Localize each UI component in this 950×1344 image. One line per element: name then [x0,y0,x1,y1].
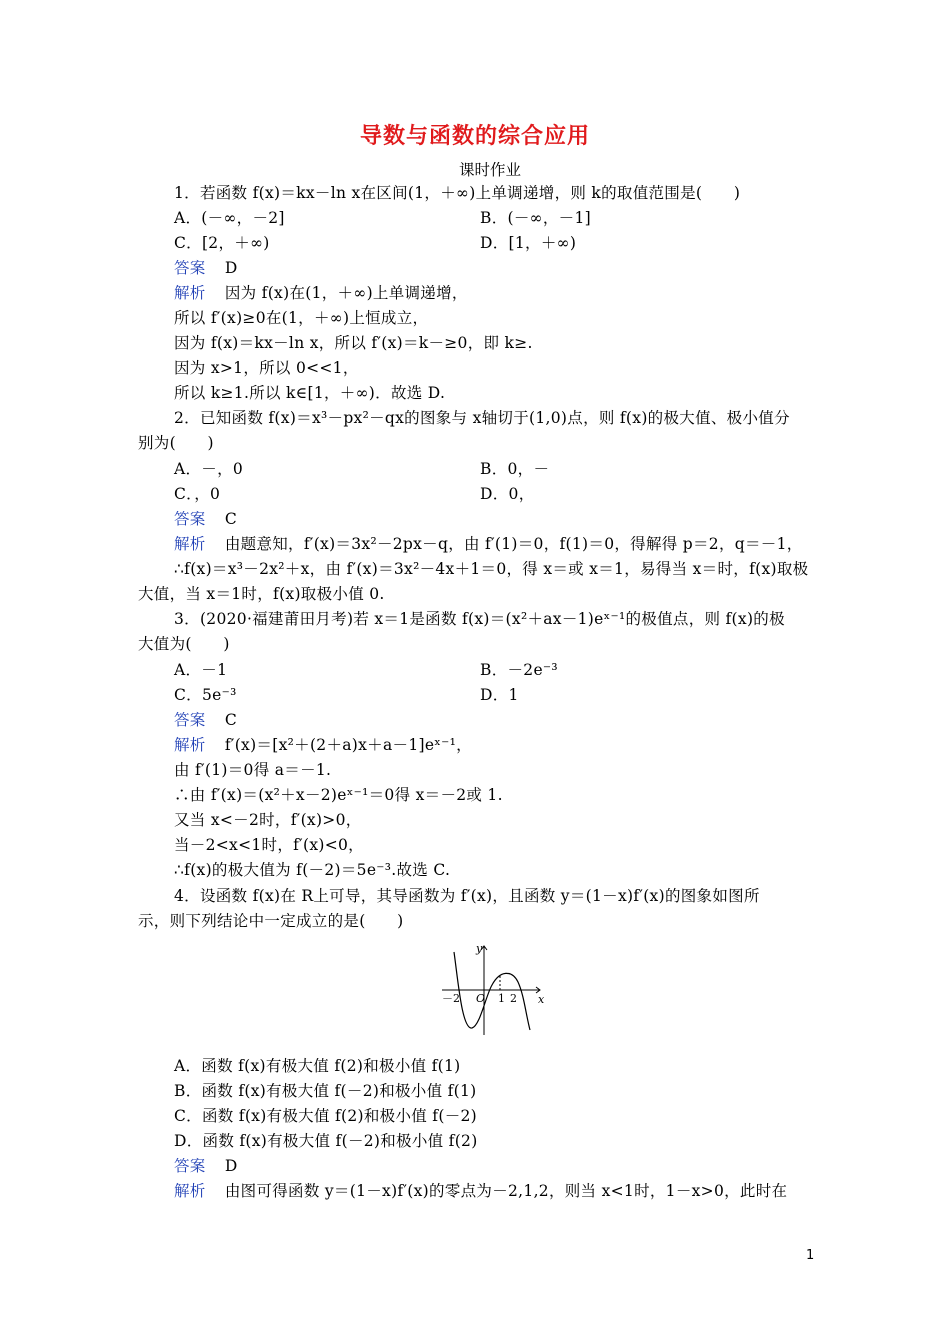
q1-answer-value: D [224,259,238,277]
q2-sol-line2: ∴f(x)＝x³－2x²＋x，由 f′(x)＝3x²－4x＋1＝0，得 x＝或 x＝1，易得当 x＝时，f(x)取极 [174,560,809,578]
q1-sol-line1: 因为 f(x)在(1，＋∞)上单调递增， [224,284,468,302]
q1-sol-line2: 所以 f′(x)≥0在(1，＋∞)上恒成立， [174,309,429,327]
analysis-label: 解析 [174,1182,206,1200]
q4-option-b: B．函数 f(x)有极大值 f(－2)和极小值 f(1) [174,1082,477,1100]
q3-option-a: A．－1 [174,661,228,679]
q3-sol-line2: 由 f′(1)＝0得 a＝－1. [174,761,332,779]
q2-stem-line1: 2．已知函数 f(x)＝x³－px²－qx的图象与 x轴切于(1,0)点，则 f(x)的极大值、极小值分 [174,409,790,427]
q2-answer [174,509,237,529]
q1-sol-line5: 所以 k≥1.所以 k∈[1，＋∞)．故选 D. [174,384,446,402]
graph-tick-m2: －2 [442,992,460,1005]
q3-stem-line1: 3．(2020·福建莆田月考)若 x＝1是函数 f(x)＝(x²＋ax－1)eˣ⁻¹的极值点，则 f(x)的极 [174,610,785,628]
page-number: 1 [806,1248,815,1263]
q3-sol-line5: 当－2<x<1时，f′(x)<0， [174,836,364,854]
function-graph [438,940,548,1040]
q4-answer-value: D [224,1157,238,1175]
q4-stem-line1: 4．设函数 f(x)在 R上可导，其导函数为 f′(x)，且函数 y＝(1－x)f′(x)的图象如图所 [174,887,760,905]
analysis-label: 解析 [174,284,206,302]
q1-option-c: C．[2，＋∞) [174,234,270,252]
q3-option-b: B．－2e⁻³ [480,661,558,679]
q3-sol-line4: 又当 x<－2时，f′(x)>0， [174,811,362,829]
q2-sol-line1: 由题意知，f′(x)＝3x²－2px－q，由 f′(1)＝0，f(1)＝0，得解得 p＝2，q＝－1， [224,535,803,553]
q1-option-d: D．[1，＋∞) [480,234,577,252]
q2-option-d: D．0， [480,485,535,503]
page-title: 导数与函数的综合应用 [359,123,590,149]
answer-label: 答案 [174,259,206,277]
analysis-label: 解析 [174,736,206,754]
q2-stem-line2: 别为( ) [138,434,214,452]
q4-analysis [174,1181,787,1201]
q1-option-a: A．(－∞，－2] [174,209,285,227]
q3-answer [174,710,237,730]
q4-option-d: D．函数 f(x)有极大值 f(－2)和极小值 f(2) [174,1132,478,1150]
q1-analysis [174,283,468,303]
q3-answer-value: C [224,711,238,729]
q2-option-c: C．，0 [174,485,221,503]
q1-answer [174,258,238,278]
q2-answer-value: C [224,510,238,528]
q1-sol-line4: 因为 x>1，所以 0<<1， [174,359,359,377]
graph-origin-label: O [476,992,486,1005]
q4-stem-line2: 示，则下列结论中一定成立的是( ) [138,912,404,930]
graph-y-label: y [476,942,483,955]
q3-sol-line3: ∴由 f′(x)＝(x²＋x－2)eˣ⁻¹＝0得 x＝－2或 1. [174,786,503,804]
q4-option-c: C．函数 f(x)有极大值 f(2)和极小值 f(－2) [174,1107,477,1125]
q2-sol-line3: 大值，当 x＝1时，f(x)取极小值 0. [138,585,385,603]
answer-label: 答案 [174,1157,206,1175]
graph-x-label: x [538,993,545,1006]
answer-label: 答案 [174,711,206,729]
q3-stem-line2: 大值为( ) [138,635,230,653]
q1-sol-line3: 因为 f(x)＝kx－ln x，所以 f′(x)＝k－≥0，即 k≥. [174,334,533,352]
q3-option-c: C．5e⁻³ [174,686,237,704]
q4-sol-line1: 由图可得函数 y＝(1－x)f′(x)的零点为－2,1,2，则当 x<1时，1－x>0，此时在 [224,1182,788,1200]
q2-option-a: A．－，0 [174,460,244,478]
q3-sol-line1: f′(x)＝[x²＋(2＋a)x＋a－1]eˣ⁻¹， [224,736,472,754]
q2-option-b: B．0，－ [480,460,550,478]
answer-label: 答案 [174,510,206,528]
q1-stem: 1．若函数 f(x)＝kx－ln x在区间(1，＋∞)上单调递增，则 k的取值范围是( ) [174,184,741,202]
page-subtitle: 课时作业 [458,161,521,179]
q2-analysis [174,534,803,554]
q1-option-b: B．(－∞，－1] [480,209,591,227]
q3-sol-line6: ∴f(x)的极大值为 f(－2)＝5e⁻³.故选 C. [174,861,451,879]
q4-option-a: A．函数 f(x)有极大值 f(2)和极小值 f(1) [174,1057,461,1075]
q3-option-d: D．1 [480,686,519,704]
q3-analysis [174,735,472,755]
graph-tick-2: 2 [510,992,517,1005]
analysis-label: 解析 [174,535,206,553]
q4-answer [174,1156,238,1176]
function-curve [454,952,530,1030]
graph-tick-1: 1 [498,992,505,1005]
